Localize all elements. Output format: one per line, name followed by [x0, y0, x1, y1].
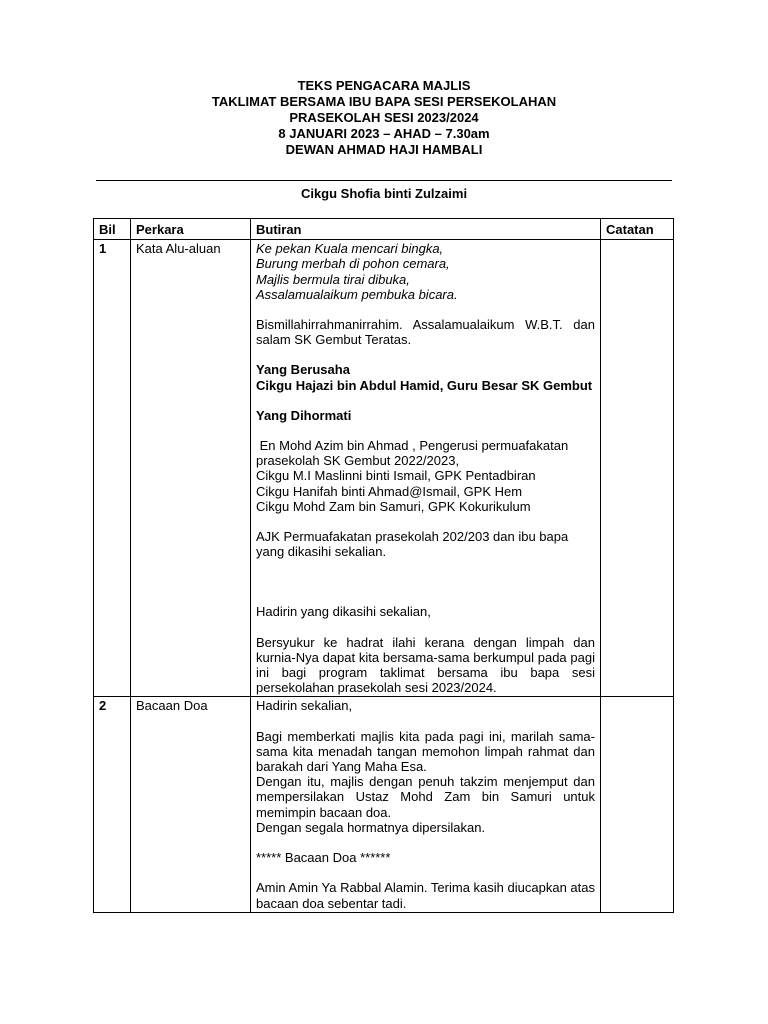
header-subtitle: TAKLIMAT BERSAMA IBU BAPA SESI PERSEKOLAHAN — [211, 94, 557, 109]
yang-dihormati-label: Yang Dihormati — [256, 407, 352, 423]
agenda-table — [93, 218, 674, 913]
header-date: 8 JANUARI 2023 – AHAD – 7.30am — [278, 126, 490, 141]
header-venue: DEWAN AHMAD HAJI HAMBALI — [285, 142, 483, 157]
header-title: TEKS PENGACARA MAJLIS — [297, 78, 471, 93]
pantun-line: Ke pekan Kuala mencari bingka, — [256, 241, 444, 257]
table-row — [94, 240, 674, 697]
column-header-perkara: Perkara — [131, 219, 251, 240]
dihormati-list — [256, 438, 595, 514]
row-details — [251, 240, 601, 697]
row-details — [251, 697, 601, 912]
row-item: Kata Alu-aluan — [131, 240, 251, 697]
list-item: En Mohd Azim bin Ahmad , Pengerusi permuafakatan prasekolah SK Gembut 2022/2023, — [256, 438, 572, 469]
column-header-butiran: Butiran — [251, 219, 601, 240]
hadirin-greeting: Hadirin yang dikasihi sekalian, — [256, 604, 431, 620]
pantun-line: Assalamualaikum pembuka bicara. — [256, 286, 458, 302]
row-notes — [601, 240, 674, 697]
row-number: 1 — [94, 240, 131, 697]
doa-greeting: Hadirin sekalian, — [256, 698, 353, 714]
presenter-name: Cikgu Shofia binti Zulzaimi — [300, 186, 468, 201]
header-session: PRASEKOLAH SESI 2023/2024 — [289, 110, 479, 125]
ajk-greeting: AJK Permuafakatan prasekolah 202/203 dan ibu bapa yang dikasihi sekalian. — [256, 529, 569, 560]
column-header-bil: Bil — [94, 219, 131, 240]
doa-closing: Amin Amin Ya Rabbal Alamin. Terima kasih diucapkan atas bacaan doa sebentar tadi. — [256, 880, 595, 911]
list-item: Cikgu Mohd Zam bin Samuri, GPK Kokurikulum — [256, 498, 531, 514]
pantun-block — [256, 241, 595, 302]
document-header — [0, 78, 768, 158]
table-header-row — [94, 219, 674, 240]
yang-berusaha-name: Cikgu Hajazi bin Abdul Hamid, Guru Besar SK Gembut — [256, 377, 593, 393]
doa-paragraph: Bagi memberkati majlis kita pada pagi ini, marilah sama-sama kita menadah tangan memohon limpah rahmat dan barakah dari Yang Maha Esa. — [256, 728, 595, 775]
row-number: 2 — [94, 697, 131, 912]
doa-respect: Dengan segala hormatnya dipersilakan. — [256, 819, 486, 835]
table-row — [94, 697, 674, 912]
pantun-line: Burung merbah di pohon cemara, — [256, 256, 450, 272]
list-item: Cikgu Hanifah binti Ahmad@Ismail, GPK Hem — [256, 483, 523, 499]
opening-greeting: Bismillahirrahmanirrahim. Assalamualaikum W.B.T. dan salam SK Gembut Teratas. — [256, 317, 595, 348]
bersyukur-paragraph: Bersyukur ke hadrat ilahi kerana dengan limpah dan kurnia-Nya dapat kita bersama-sama berkumpul pada pagi ini bagi program taklimat bersama ibu bapa sesi persekolahan prasekolah sesi 2023/2024. — [256, 634, 595, 696]
column-header-catatan: Catatan — [601, 219, 674, 240]
yang-berusaha-label: Yang Berusaha — [256, 362, 350, 378]
row-notes — [601, 697, 674, 912]
doa-marker: ***** Bacaan Doa ****** — [256, 850, 391, 866]
list-item: Cikgu M.I Maslinni binti Ismail, GPK Pentadbiran — [256, 468, 536, 484]
header-divider — [96, 180, 672, 181]
row-item: Bacaan Doa — [131, 697, 251, 912]
pantun-line: Majlis bermula tirai dibuka, — [256, 271, 410, 287]
doa-invitation: Dengan itu, majlis dengan penuh takzim menjemput dan mempersilakan Ustaz Mohd Zam bin Samuri untuk memimpin bacaan doa. — [256, 774, 595, 820]
